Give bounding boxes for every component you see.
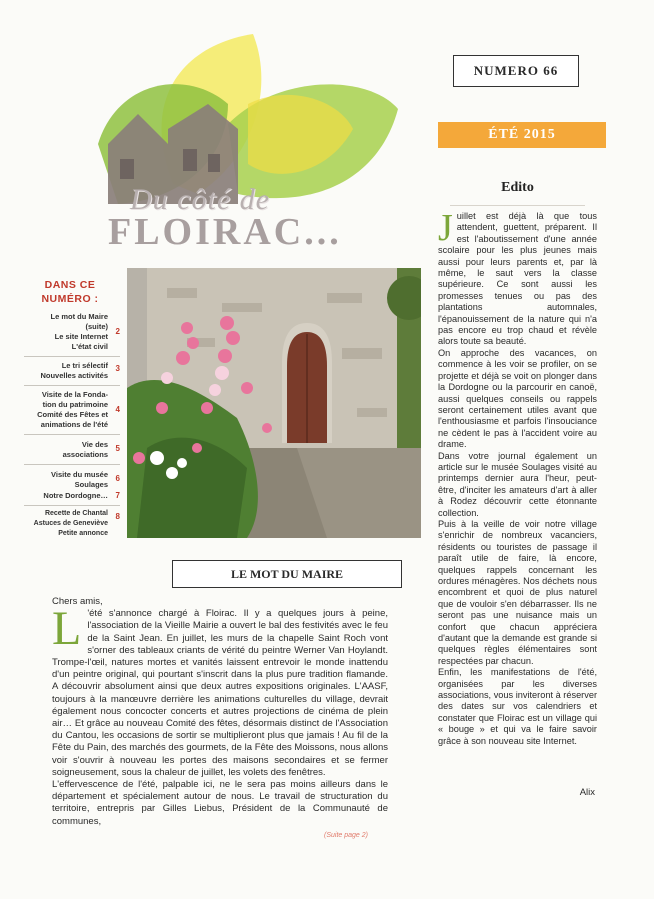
mayor-article	[52, 596, 388, 828]
toc-item[interactable]	[16, 470, 108, 490]
toc-line: tion du patrimoine	[42, 400, 108, 409]
toc-line: Vie des	[81, 440, 108, 449]
toc-item[interactable]	[16, 361, 108, 381]
toc-line: Nouvelles activités	[40, 371, 108, 380]
toc-line: Le tri sélectif	[61, 361, 108, 370]
mayor-paragraph	[52, 602, 388, 779]
toc-line: associations	[62, 450, 108, 459]
toc-title	[20, 278, 120, 306]
toc-line: animations de l'été	[40, 420, 108, 429]
edito-paragraph: On approche des vacances, on commence à les voir se profiler, on se projette et déjà se voit on plonger dans la Dordogne ou la parcourir en canoë, aussi quelques conseils ou rappels seront certainement utiles avant que l'enthousiasme et parfois l'insouciance ne cèdent le pas à l'accident voire au drame.	[438, 347, 597, 450]
toc-divider	[24, 356, 120, 357]
edito-title: Edito	[501, 180, 534, 195]
logo-tagline: Du côté de	[130, 183, 270, 216]
toc-divider	[24, 434, 120, 435]
edito-paragraph	[438, 207, 597, 348]
toc-page-number: 4	[115, 405, 120, 414]
edito-paragraph: Puis à la veille de voir notre village s'enrichir de nombreux vacanciers, résidents ou touristes de passage il paraît utile de faire, là encore, quelques rappels concernant les ordures ménagères. Nos déchets nous encombrent et quoi de plus naturel que de vouloir s'en débarrasser. Ils ne seront pas une nuisance mais un confort que chacun appréciera d'autant que la demande est grande si quelques règles élémentaires sont respectées par chacun.	[438, 518, 597, 666]
toc-line: Recette de Chantal	[44, 510, 108, 517]
edito-body	[438, 207, 597, 747]
logo-title: FLOIRAC...	[108, 211, 342, 253]
toc-line: Le mot du Maire	[50, 312, 108, 321]
mayor-greeting: Chers amis,	[52, 596, 103, 607]
toc-line: Petite annonce	[58, 530, 108, 537]
toc-divider	[24, 464, 120, 465]
toc-line: Le site Internet	[54, 332, 108, 341]
toc-item[interactable]	[16, 390, 108, 430]
toc-title-text: DANS CE NUMÉRO :	[41, 279, 99, 305]
season-badge: ÉTÉ 2015	[438, 122, 606, 148]
edito-paragraph: Enfin, les manifestations de l'été, organisées par les diverses associations, vous inviteront à réserver des dates sur vos calendriers et constater que Floirac est un village qui « bouge » et qui va le faire savoir grâce à son nouveau site Internet.	[438, 667, 597, 746]
toc-page-number: 2	[115, 327, 120, 336]
toc-divider	[24, 385, 120, 386]
continued-link[interactable]: (Suite page 2)	[324, 832, 368, 839]
toc-line: Visite de la Fonda-	[41, 390, 108, 399]
toc-line: Soulages	[74, 480, 108, 489]
edito-text: uillet est déjà là que tous attendent, guettent, préparent. Il est l'aboutissement d'une année scolaire pour les plus jeunes mais aussi pour leurs parents et, par là même, le saut vers la classe supérieure. Ce sont aussi les promesses tenues ou pas des plantations automnales, l'épanouissement de la nature qui n'a pas encore eu trop chaud et révèle alors toute sa beauté.	[438, 211, 597, 347]
toc-item[interactable]	[16, 491, 108, 501]
toc-item[interactable]	[16, 509, 108, 539]
mayor-heading: LE MOT DU MAIRE	[172, 560, 402, 588]
mayor-dropcap: L	[52, 602, 82, 656]
toc-divider	[24, 505, 120, 506]
toc-line: L'état civil	[71, 342, 108, 351]
toc-line: Visite du musée	[51, 470, 108, 479]
mayor-text: 'été s'annonce chargé à Floirac. Il y a quelques jours à peine, l'association de la Vieille Mairie a ouvert le bal des festivités avec le feu de la Saint Jean. En juillet, les murs de la chapelle Saint Roch vont s'orner des tableaux criants de vérité du peintre Werner Van Hoylandt. Trompe-l'œil, natures mortes et vanités laissent entrevoir le monde inattendu d'un peintre original, qui pourtant s'inscrit dans la plus pure tradition flamande. A découvrir absolument ainsi que deux autres expositions originales. L'AASF, toujours à la manœuvre derrière les animations culturelles du village, devrait également nous concocter concerts et autres projections de cinéma de plein air… Et grâce au nouveau Comité des fêtes, désormais distinct de l'Association du Cantou, les occasions de sortir se multiplieront plus que jamais ! Au fil de la Fête du Pain, des marchés des gourmets, de la Fête des Moissons, nous allons voir s'ouvrir à nouveau les portes des maisons secondaires et se fermer soigneusement, sous la chaleur de juillet, les volets des fenêtres.	[52, 608, 388, 778]
toc-item[interactable]	[16, 440, 108, 460]
mayor-paragraph: L'effervescence de l'été, palpable ici, ne le sera pas moins ailleurs dans le département et spécialement autour de nous. Le travail de structuration du territoire, entrepris par Gilles Liebus, Président de la Communauté de communes,	[52, 779, 388, 827]
edito-signature: Alix	[579, 787, 595, 798]
toc-page-number: 3	[115, 364, 120, 373]
toc-line: (suite)	[85, 322, 108, 331]
edito-divider	[450, 205, 585, 206]
table-of-contents	[20, 272, 120, 542]
toc-page-number: 5	[115, 444, 120, 453]
toc-page-number: 7	[115, 491, 120, 500]
chapel-photo	[127, 268, 421, 538]
toc-page-number: 6	[115, 474, 120, 483]
toc-page-number: 8	[115, 512, 120, 521]
toc-line: Notre Dordogne…	[43, 491, 108, 500]
edito-paragraph: Dans votre journal également un article sur le musée Soulages visité au printemps dernier aura l'heur, peut-être, d'inciter les amateurs d'art à aller à Rodez découvrir cette étonnante collection.	[438, 450, 597, 518]
toc-item[interactable]	[16, 312, 108, 352]
edito-column	[430, 173, 605, 838]
edito-dropcap: J	[438, 207, 453, 249]
issue-number: NUMERO 66	[453, 55, 579, 87]
toc-line: Astuces de Geneviève	[33, 520, 108, 527]
toc-line: Comité des Fêtes et	[37, 410, 108, 419]
